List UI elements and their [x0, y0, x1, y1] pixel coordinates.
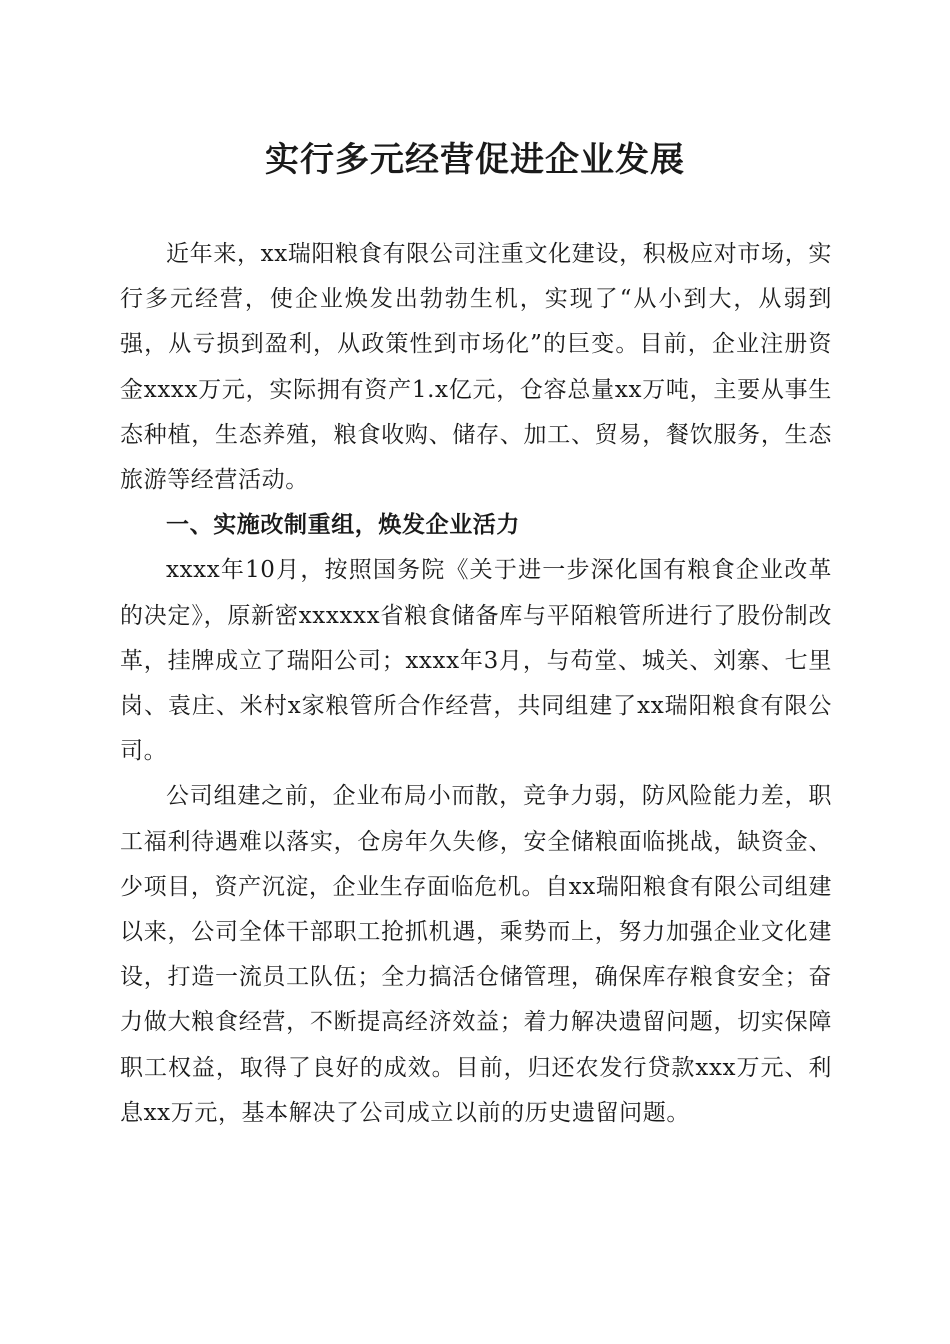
paragraph-reform: xxxx年10月，按照国务院《关于进一步深化国有粮食企业改革的决定》，原新密xxxxxx省粮食储备库与平陌粮管所进行了股份制改革，挂牌成立了瑞阳公司；xxxx年3月，与苟堂、城关、刘寨、七里岗、袁庄、米村x家粮管所合作经营，共同组建了xx瑞阳粮食有限公司。 — [120, 557, 832, 765]
document-title: 实行多元经营促进企业发展 — [265, 140, 685, 180]
document-body — [120, 232, 832, 1136]
paragraph-achievements: 公司组建之前，企业布局小而散，竞争力弱，防风险能力差，职工福利待遇难以落实，仓房年久失修，安全储粮面临挑战，缺资金、少项目，资产沉淀，企业生存面临危机。自xx瑞阳粮食有限公司组建以来，公司全体干部职工抢抓机遇，乘势而上，努力加强企业文化建设，打造一流员工队伍；全力搞活仓储管理，确保库存粮食安全；奋力做大粮食经营，不断提高经济效益；着力解决遗留问题，切实保障职工权益，取得了良好的成效。目前，归还农发行贷款xxx万元、利息xx万元，基本解决了公司成立以前的历史遗留问题。 — [120, 783, 832, 1126]
section-heading-1: 一、实施改制重组，焕发企业活力 — [166, 512, 520, 539]
paragraph-intro: 近年来，xx瑞阳粮食有限公司注重文化建设，积极应对市场，实行多元经营，使企业焕发出勃勃生机，实现了“从小到大，从弱到强，从亏损到盈利，从政策性到市场化”的巨变。目前，企业注册资金xxxx万元，实际拥有资产1.x亿元，仓容总量xx万吨，主要从事生态种植，生态养殖，粮食收购、储存、加工、贸易，餐饮服务，生态旅游等经营活动。 — [120, 241, 832, 494]
